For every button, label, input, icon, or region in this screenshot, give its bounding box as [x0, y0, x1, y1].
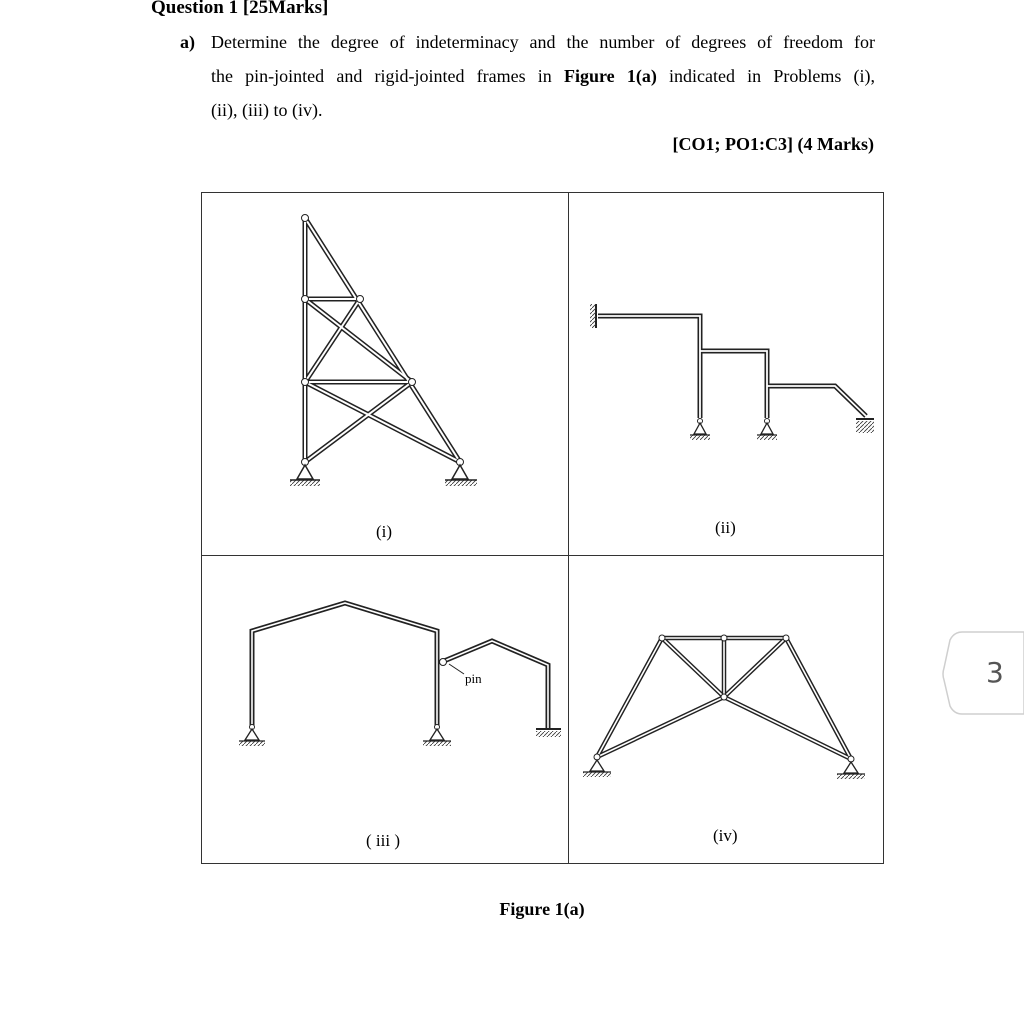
part-label: a) [180, 32, 195, 52]
panel-label-iii: ( iii ) [366, 831, 400, 850]
marks-label: [CO1; PO1:C3] (4 Marks) [672, 134, 874, 154]
pin-label: pin [465, 671, 482, 686]
page-number[interactable]: 3 [986, 656, 1004, 689]
question-line-2-start: the pin-jointed and rigid-jointed frames in [211, 66, 552, 86]
truss-i [290, 215, 477, 487]
question-line-1: Determine the degree of indeterminacy and the number of degrees of freedom for [211, 32, 875, 52]
panel-label-i: (i) [376, 522, 393, 541]
panel-label-ii: (ii) [715, 518, 736, 537]
page-tab [943, 632, 1024, 714]
truss-iv [583, 635, 865, 779]
figure-caption: Figure 1(a) [499, 899, 585, 919]
question-line-3: (ii), (iii) to (iv). [211, 100, 323, 120]
question-title: Question 1 [25Marks] [151, 0, 329, 18]
frame-ii [590, 304, 874, 440]
panel-label-iv: (iv) [713, 826, 738, 845]
frame-iii [239, 603, 561, 746]
figure-reference: Figure 1(a) [564, 66, 657, 86]
question-line-2-end: indicated in Problems (i), [669, 66, 876, 86]
